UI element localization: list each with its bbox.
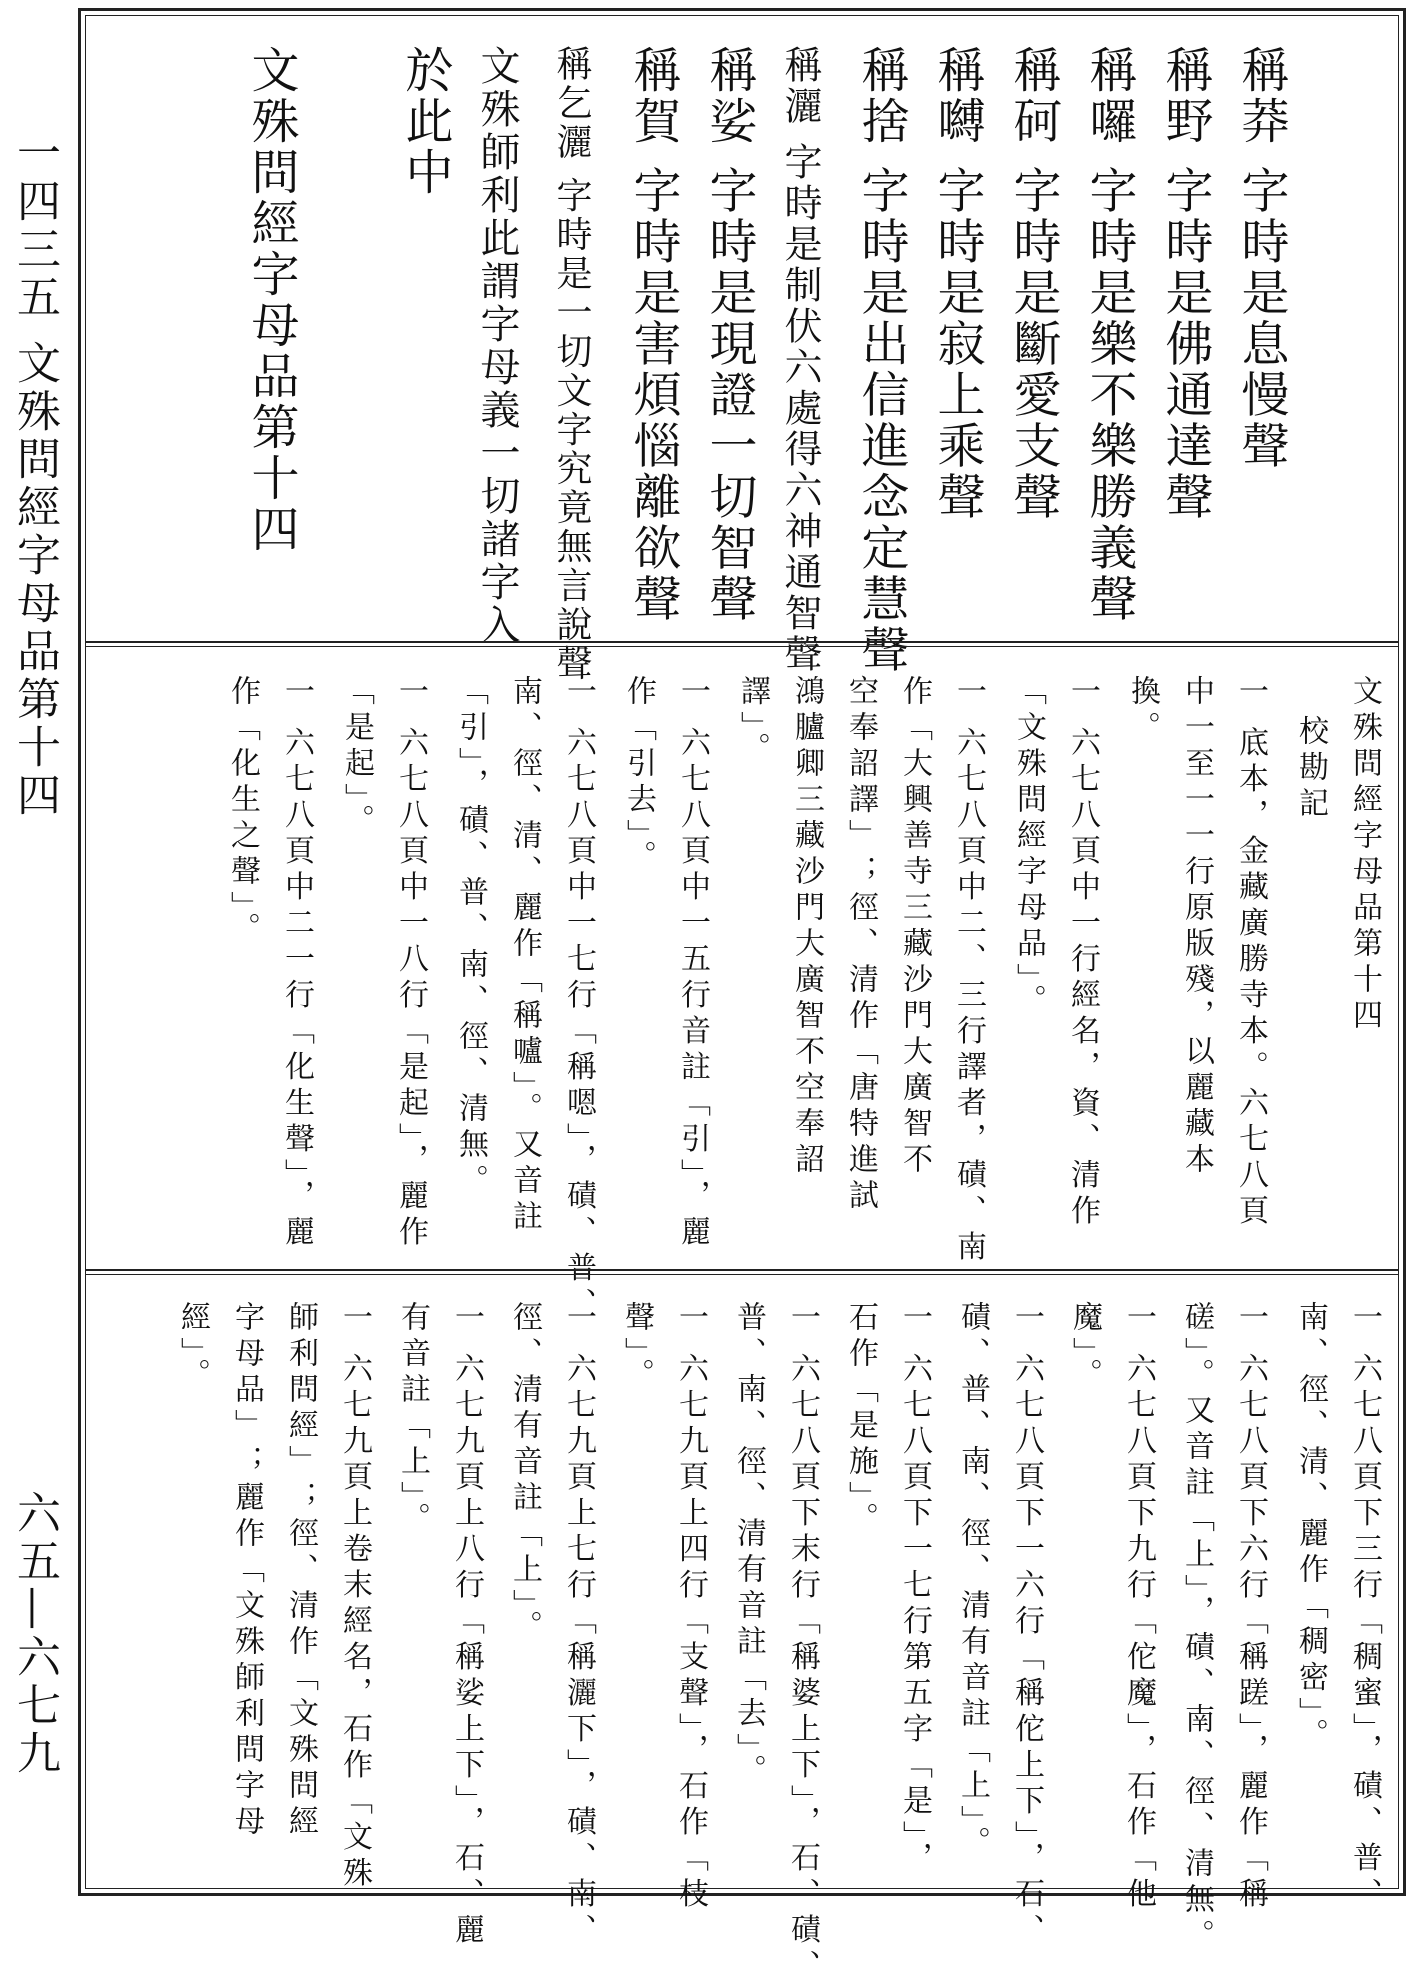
collation-mid-line-11: 鴻臚卿三藏沙門大廣智不空奉詔: [789, 675, 824, 1179]
sutra-line-1: 稱莽 字時是息慢聲: [1233, 45, 1289, 472]
collation-mid-line-14: 作「引去」。: [621, 675, 656, 876]
collation-bot-line-13: 一 六七九頁上四行「支聲」，石作「枝: [673, 1301, 708, 1914]
collation-bot-line-17: 一 六七九頁上八行「稱娑上下」，石、麗: [449, 1301, 484, 1950]
sutra-line-6: 稱捨 字時是出信進念定慧聲: [853, 45, 909, 676]
collation-bottom-panel: [87, 1283, 1397, 1986]
sutra-line-10: 稱乞灑 字時是一切文字究竟無言說聲: [551, 45, 592, 684]
collation-mid-line-8: 一 六七八頁中二、三行譯者，磧、南: [951, 675, 986, 1267]
collation-mid-line-19: 「是起」。: [339, 675, 374, 840]
collation-mid-line-5: 換。: [1125, 675, 1160, 747]
collation-mid-line-4: 中一至一一行原版殘，以麗藏本: [1179, 675, 1214, 1179]
chapter-title: 文殊問經字母品第十四: [243, 45, 299, 555]
collation-bot-line-18: 有音註「上」。: [395, 1301, 430, 1538]
collation-mid-line-2: 校勘記: [1293, 715, 1328, 823]
sutra-line-3: 稱囉 字時是樂不樂勝義聲: [1081, 45, 1137, 625]
collation-bot-line-20: 師利問經」；徑、清作「文殊問經: [283, 1301, 318, 1841]
collation-mid-line-3: 一 底本，金藏廣勝寺本。六七八頁: [1233, 675, 1268, 1231]
collation-bot-line-22: 經」。: [175, 1301, 210, 1394]
collation-mid-line-7: 「文殊問經字母品」。: [1011, 675, 1046, 1020]
collation-mid-line-17: 「引」，磧、普、南、徑、清無。: [453, 675, 488, 1200]
collation-mid-line-20: 一 六七八頁中二一行「化生聲」，麗: [279, 675, 314, 1252]
collation-bot-line-10: 石作「是施」。: [843, 1301, 878, 1538]
left-margin-caption: 一四三五 文殊問經字母品第十四: [9, 130, 60, 820]
sutra-line-5: 稱嚩 字時是寂上乘聲: [929, 45, 985, 523]
collation-bot-line-11: 一 六七八頁下末行「稱婆上下」，石、磧、: [785, 1301, 820, 1986]
collation-middle-panel: [87, 655, 1397, 1324]
collation-mid-line-13: 一 六七八頁中一五行音註「引」，麗: [675, 675, 710, 1252]
right-margin-page-range: 六五—六七九: [9, 1490, 60, 1778]
collation-bot-line-16: 徑、清有音註「上」。: [507, 1301, 542, 1646]
collation-mid-line-18: 一 六七八頁中一八行「是起」，麗作: [393, 675, 428, 1252]
sutra-line-11: 文殊師利此謂字母義一切諸字入: [474, 45, 520, 647]
collation-bot-line-8: 磧、普、南、徑、清有音註「上」。: [955, 1301, 990, 1862]
collation-mid-line-21: 作「化生之聲」。: [225, 675, 260, 948]
sutra-line-7: 稱灑 字時是制伏六處得六神通智聲: [778, 45, 822, 676]
panel-divider-bottom: [85, 1269, 1399, 1275]
collation-mid-line-10: 空奉詔譯」；徑、清作「唐特進試: [843, 675, 878, 1215]
panel-divider-top: [85, 641, 1399, 647]
collation-bot-line-21: 字母品」；麗作「文殊師利問字母: [229, 1301, 264, 1841]
collation-mid-line-1: 文殊問經字母品第十四: [1347, 675, 1382, 1035]
collation-mid-line-9: 作「大興善寺三藏沙門大廣智不: [897, 675, 932, 1179]
sutra-text-panel: [87, 17, 1397, 684]
collation-bot-line-5: 一 六七八頁下九行「佗魔」，石作「他: [1121, 1301, 1156, 1914]
collation-bot-line-4: 磋」。又音註「上」，磧、南、徑、清無。: [1179, 1301, 1214, 1955]
page-frame: [78, 8, 1406, 1986]
collation-mid-line-6: 一 六七八頁中一行經名，資、清作: [1065, 675, 1100, 1231]
collation-bot-line-6: 魔」。: [1067, 1301, 1102, 1394]
sutra-line-8: 稱娑 字時是現證一切智聲: [701, 45, 757, 625]
collation-bot-line-1: 一 六七八頁下三行「稠蜜」，磧、普、: [1347, 1301, 1382, 1914]
collation-bot-line-2: 南、徑、清、麗作「稠密」。: [1293, 1301, 1328, 1754]
sutra-line-2: 稱野 字時是佛通達聲: [1157, 45, 1213, 523]
sutra-line-9: 稱賀 字時是害煩惱離欲聲: [625, 45, 681, 625]
sutra-line-12: 於此中: [397, 45, 453, 198]
collation-bot-line-14: 聲」。: [619, 1301, 654, 1394]
sutra-line-4: 稱砢 字時是斷愛支聲: [1005, 45, 1061, 523]
collation-mid-line-15: 一 六七八頁中一七行「稱嗯」，磧、普、: [561, 675, 596, 1324]
collation-bot-line-9: 一 六七八頁下一七行第五字「是」，: [897, 1301, 932, 1878]
collation-mid-line-12: 譯」。: [735, 675, 770, 768]
collation-bot-line-19: 一 六七九頁上卷末經名，石作「文殊: [337, 1301, 372, 1893]
collation-bot-line-12: 普、南、徑、清有音註「去」。: [731, 1301, 766, 1790]
collation-bot-line-3: 一 六七八頁下六行「稱蹉」，麗作「稱: [1233, 1301, 1268, 1914]
collation-bot-line-15: 一 六七九頁上七行「稱灑下」，磧、南、: [561, 1301, 596, 1950]
collation-bot-line-7: 一 六七八頁下一六行「稱佗上下」，石、: [1009, 1301, 1044, 1950]
collation-mid-line-16: 南、徑、清、麗作「稱嚧」。又音註: [507, 675, 542, 1236]
